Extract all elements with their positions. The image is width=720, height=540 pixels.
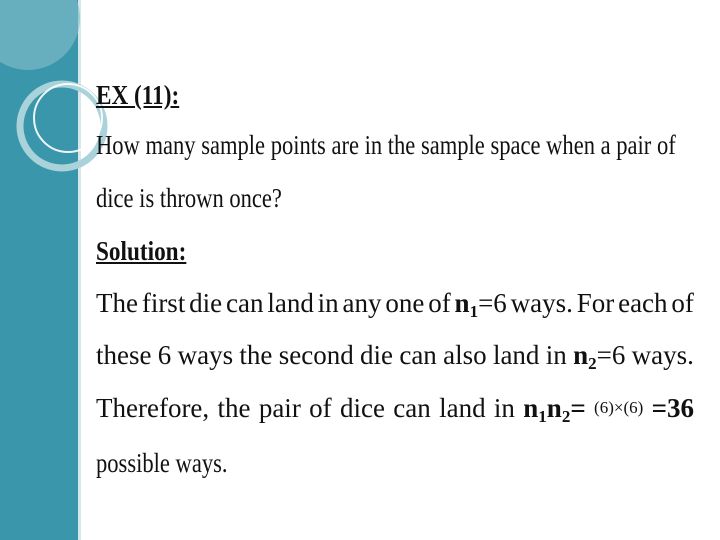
product-n2: n: [546, 393, 562, 423]
n2-expression: [573, 340, 626, 373]
product-n1: n: [523, 393, 539, 423]
product-equals: =: [570, 393, 586, 423]
word: ways.: [631, 340, 694, 370]
deco-disc: [0, 0, 80, 70]
word: For: [576, 288, 615, 318]
question-line-1: How many sample points are in the sample space when a pair of: [96, 130, 676, 160]
word: in: [317, 288, 339, 318]
solution-line-4: possible ways.: [96, 448, 228, 478]
product-sub-2: 2: [561, 407, 571, 426]
word: also: [443, 340, 487, 370]
word: Therefore,: [96, 393, 210, 423]
word: in: [545, 340, 567, 370]
word: die: [360, 340, 394, 370]
product-formula: (6)×(6): [594, 398, 644, 417]
deco-ring-inner: [34, 84, 102, 152]
word: one: [385, 288, 425, 318]
word: 6: [157, 340, 172, 370]
word: second: [278, 340, 354, 370]
question-line-2: dice is thrown once?: [96, 183, 282, 213]
n2-symbol: n: [573, 340, 589, 370]
word: the: [217, 393, 251, 423]
word: first: [141, 288, 186, 318]
word: pair: [258, 393, 301, 423]
n2-value: =6: [596, 340, 626, 370]
word: die: [189, 288, 223, 318]
product-expression: [523, 393, 586, 426]
word: any: [342, 288, 382, 318]
word: in: [493, 393, 515, 423]
product-sub-1: 1: [538, 407, 547, 426]
decorative-circles: [0, 0, 110, 190]
word: land: [492, 340, 540, 370]
solution-line-1: [96, 288, 694, 321]
word: of: [671, 288, 694, 318]
word: can: [393, 393, 431, 423]
n1-symbol: n: [454, 288, 470, 318]
word: The: [96, 288, 138, 318]
word: land: [439, 393, 486, 423]
word: of: [428, 288, 451, 318]
word: ways.: [510, 288, 573, 318]
word: the: [239, 340, 273, 370]
solution-line-3: [96, 393, 694, 426]
word: ways: [177, 340, 234, 370]
word: each: [618, 288, 668, 318]
n1-subscript: 1: [469, 302, 479, 321]
word: of: [309, 393, 332, 423]
word: land: [267, 288, 314, 318]
deco-ring-outer: [20, 84, 104, 168]
n1-value: =6: [478, 288, 507, 318]
solution-line-2: [96, 340, 694, 373]
word: can: [399, 340, 437, 370]
word: can: [226, 288, 264, 318]
solution-label: Solution:: [96, 236, 187, 266]
word: dice: [339, 393, 385, 423]
product-result: =36: [651, 393, 694, 423]
example-heading: EX (11):: [96, 80, 180, 110]
n2-subscript: 2: [588, 354, 597, 373]
n1-expression: [454, 288, 507, 321]
word: these: [96, 340, 152, 370]
